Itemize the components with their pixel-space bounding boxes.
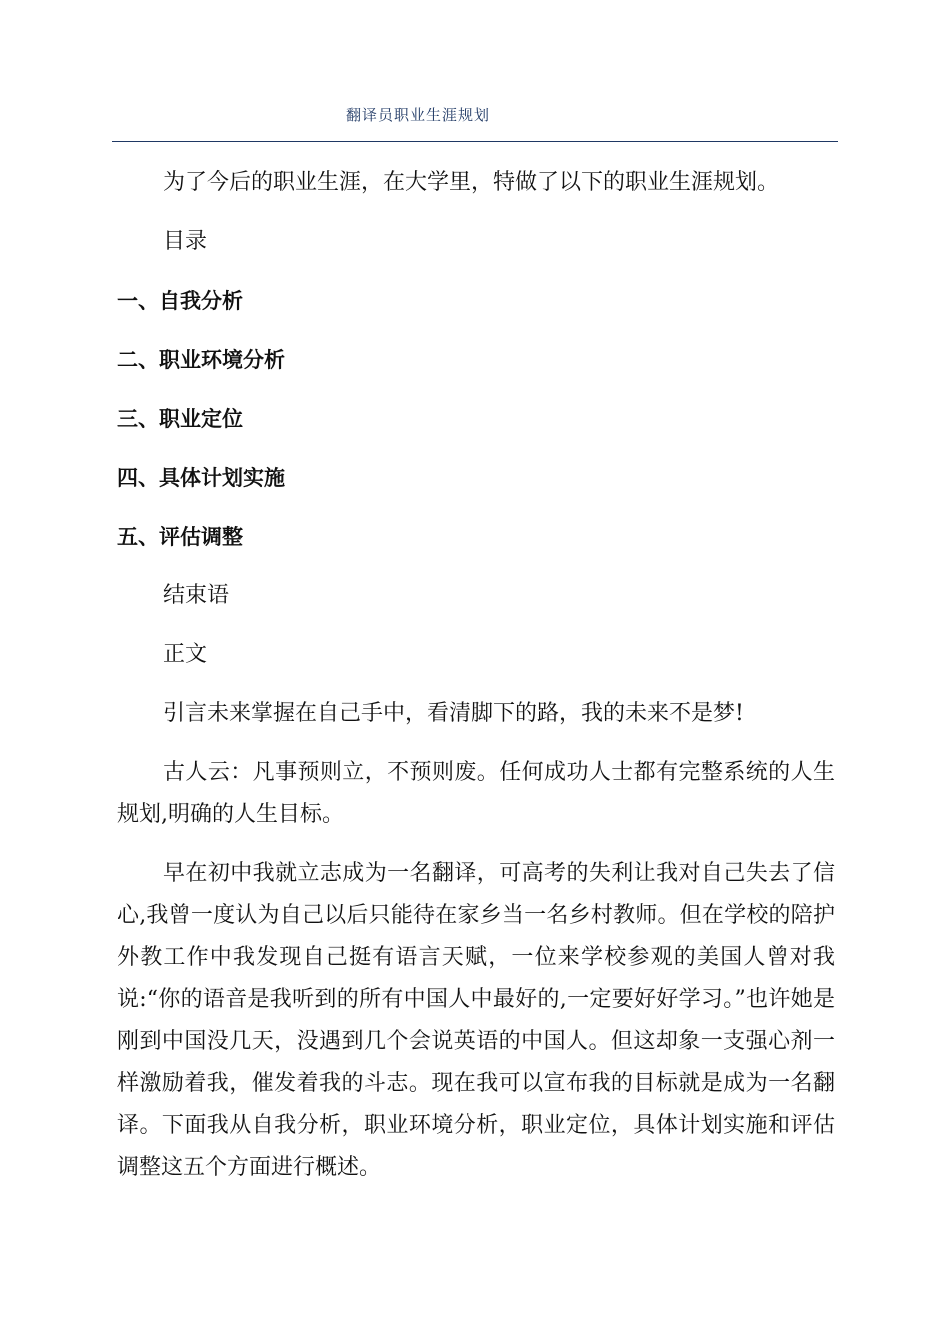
toc-item-environment-analysis: 二、职业环境分析 — [117, 348, 285, 372]
document-body — [117, 162, 835, 1206]
header-title: 翻译员职业生涯规划 — [346, 106, 491, 124]
intro-paragraph: 为了今后的职业生涯，在大学里，特做了以下的职业生涯规划。 — [163, 170, 780, 195]
toc-item-evaluation: 五、评估调整 — [117, 525, 243, 549]
header-divider — [112, 141, 838, 142]
toc-item-self-analysis: 一、自我分析 — [117, 289, 243, 313]
toc-label: 目录 — [163, 229, 208, 254]
conclusion-label: 结束语 — [163, 583, 230, 608]
preface-paragraph: 引言未来掌握在自己手中，看清脚下的路，我的未来不是梦! — [163, 701, 744, 726]
toc-item-plan-implementation: 四、具体计划实施 — [117, 466, 285, 490]
body-label: 正文 — [163, 642, 208, 667]
body-paragraph: 古人云：凡事预则立，不预则废。任何成功人士都有完整系统的人生规划,明确的人生目标。 — [117, 760, 835, 827]
toc-item-career-positioning: 三、职业定位 — [117, 407, 243, 431]
body-paragraph: 早在初中我就立志成为一名翻译，可高考的失利让我对自己失去了信心,我曾一度认为自己以后只能待在家乡当一名乡村教师。但在学校的陪护外教工作中我发现自己挺有语言天赋，一位来学校参观的美国人曾对我说:“你的语音是我听到的所有中国人中最好的,一定要好好学习。”也许她是刚到中国没几天，没遇到几个会说英语的中国人。但这却象一支强心剂一样激励着我，催发着我的斗志。现在我可以宣布我的目标就是成为一名翻译。下面我从自我分析，职业环境分析，职业定位，具体计划实施和评估调整这五个方面进行概述。 — [117, 861, 835, 1180]
